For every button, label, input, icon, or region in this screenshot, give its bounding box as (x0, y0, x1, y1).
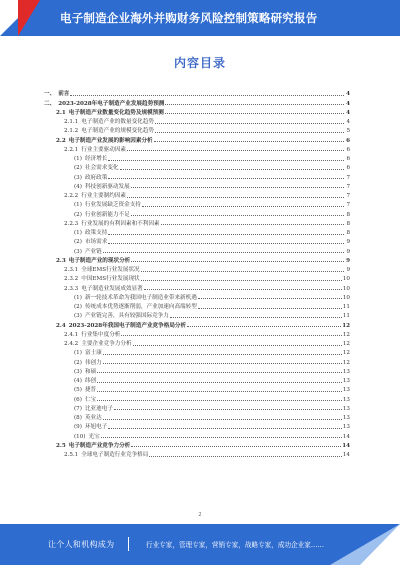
toc-entry-label: 电子制造产业数量变化趋势及规模预测 (68, 109, 164, 116)
toc-entry-page: 12 (342, 331, 350, 338)
toc-entry-page: 12 (342, 359, 350, 366)
toc-dot-leader (144, 289, 342, 290)
toc-entry-label: 主要企业竞争力分析 (81, 341, 132, 347)
toc-entry[interactable] (44, 190, 350, 199)
toc-entry[interactable] (44, 273, 350, 282)
toc-entry-number: 2.5 (56, 442, 66, 449)
toc-dot-leader (97, 391, 342, 392)
toc-dot-leader (108, 428, 342, 429)
toc-entry-number: (2) (74, 304, 82, 310)
toc-entry-label: 行业主要制约因素 (81, 193, 126, 199)
toc-entry[interactable] (44, 264, 350, 273)
toc-entry-number: 2.4.2 (64, 341, 79, 347)
toc-entry[interactable] (44, 144, 350, 153)
toc-dot-leader (103, 363, 342, 364)
toc-dot-leader (70, 95, 344, 96)
toc-entry[interactable] (44, 107, 350, 116)
toc-entry-page: 10 (342, 294, 350, 301)
toc-entry-page: 14 (342, 442, 350, 449)
toc-dot-leader (165, 113, 344, 114)
toc-entry-label: 社会需求变化 (84, 165, 119, 172)
toc-entry-page: 7 (346, 193, 350, 199)
report-title: 电子制造企业海外并购财务风险控制策略研究报告 (60, 11, 318, 25)
toc-entry-page: 5 (346, 128, 350, 135)
toc-dot-leader (97, 382, 342, 383)
toc-entry-page: 10 (342, 276, 350, 283)
toc-entry-label: 富士康 (84, 350, 102, 357)
toc-entry-page: 14 (342, 452, 350, 458)
toc-entry-label: 经济增长 (84, 156, 108, 162)
toc-entry-label: 全球EMS行业发展状况 (81, 267, 140, 273)
toc-entry-label: 环旭电子 (84, 424, 108, 431)
toc-entry[interactable] (44, 393, 350, 402)
toc-entry[interactable] (44, 245, 350, 254)
toc-entry-number: (10) (74, 433, 86, 440)
toc-entry-label: 2023-2028年电子制造产业发展趋势预测 (58, 100, 165, 107)
toc-entry-page: 12 (342, 341, 350, 347)
toc-entry-label: 2023-2028年我国电子制造产业竞争格局分析 (68, 322, 187, 329)
toc-dot-leader (149, 456, 342, 457)
toc-entry-number: (1) (74, 156, 82, 162)
toc-entry-page: 9 (346, 257, 350, 264)
toc-entry[interactable] (44, 319, 350, 328)
toc-dot-leader (108, 178, 344, 179)
toc-entry-label: 传统成本优势逐渐削弱，产业加速向高端转型 (84, 304, 197, 310)
toc-entry-page: 7 (346, 183, 350, 190)
toc-entry-label: 电子制造产业的数量变化趋势 (81, 119, 154, 125)
toc-entry[interactable] (44, 282, 350, 291)
toc-dot-leader (161, 224, 344, 225)
toc-entry-label: 政策支持 (84, 230, 108, 236)
toc-entry-label: 电子制造产业发展的影响因素分析 (68, 137, 153, 144)
toc-entry[interactable] (44, 97, 350, 106)
toc-entry-page: 12 (342, 350, 350, 357)
toc-entry-label: 光宝 (88, 433, 100, 440)
toc-entry[interactable] (44, 375, 350, 384)
toc-entry-number: (8) (74, 415, 82, 421)
toc-entry-number: (1) (74, 350, 82, 357)
toc-entry-page: 4 (346, 91, 350, 98)
toc-entry-number: (2) (74, 359, 82, 366)
toc-entry-number: (2) (74, 239, 82, 246)
toc-entry-number: 2.3.2 (64, 276, 79, 283)
toc-dot-leader (108, 160, 344, 161)
toc-entry-page: 12 (342, 322, 350, 329)
toc-entry-page: 8 (346, 220, 350, 227)
toc-entry[interactable] (44, 162, 350, 171)
toc-dot-leader (127, 197, 344, 198)
toc-dot-leader (121, 335, 341, 336)
toc-entry-label: 全球电子制造行业竞争格局 (81, 452, 149, 458)
toc-dot-leader (142, 206, 344, 207)
toc-dot-leader (198, 308, 342, 309)
toc-entry[interactable] (44, 384, 350, 393)
toc-dot-leader (165, 104, 344, 105)
toc-dot-leader (198, 298, 342, 299)
toc-entry-number: 2.2.1 (64, 146, 79, 153)
toc-entry-label: 行业发展缺乏资金支持 (84, 202, 141, 209)
toc-entry-page: 9 (346, 267, 350, 273)
footer-slogan: 让个人和机构成为 (48, 540, 115, 549)
toc-entry[interactable] (44, 440, 350, 449)
toc-dot-leader (154, 141, 344, 142)
toc-entry-label: 行业集中度分析 (81, 331, 121, 338)
toc-entry-label: 新一轮技术革命为我国电子制造业带来新机遇 (84, 294, 197, 301)
toc-entry-page: 14 (342, 433, 350, 440)
toc-entry-number: 2.3.1 (64, 267, 79, 273)
toc-entry-page: 11 (342, 304, 350, 310)
toc-entry-number: (3) (74, 174, 82, 181)
toc-entry-number: (1) (74, 202, 82, 209)
toc-entry-number: 2.2.3 (64, 220, 79, 227)
toc-entry[interactable] (44, 125, 350, 134)
toc-entry[interactable] (44, 338, 350, 347)
toc-entry-number: 2.5.1 (64, 452, 79, 458)
toc-entry-number: (1) (74, 230, 82, 236)
header-red-accent (18, 0, 40, 36)
toc-entry-number: (4) (74, 378, 82, 384)
toc-heading: 内容目录 (173, 56, 226, 70)
toc-entry-page: 8 (346, 230, 350, 236)
toc-entry[interactable] (44, 356, 350, 365)
toc-dot-leader (141, 280, 342, 281)
toc-entry-page: 6 (346, 165, 350, 172)
toc-entry[interactable] (44, 208, 350, 217)
toc-dot-leader (170, 317, 342, 318)
toc-entry-label: 产业链完善，具有较强国际竞争力 (84, 313, 169, 320)
toc-entry[interactable] (44, 218, 350, 227)
toc-entry-number: (3) (74, 313, 82, 320)
toc-entry-page: 13 (342, 378, 350, 384)
toc-entry-number: 2.3.3 (64, 285, 79, 292)
toc-entry-label: 电子制造产业的现状分析 (68, 257, 131, 264)
toc-entry[interactable] (44, 171, 350, 180)
toc-dot-leader (133, 345, 342, 346)
toc-entry-page: 4 (346, 100, 350, 107)
toc-entry-label: 英业达 (84, 415, 102, 421)
toc-entry-number: (1) (74, 294, 82, 301)
toc-entry-label: 政府政策 (84, 174, 108, 181)
toc-dot-leader (155, 123, 344, 124)
toc-entry[interactable] (44, 347, 350, 356)
toc-entry[interactable] (44, 181, 350, 190)
toc-entry-page: 10 (342, 285, 350, 292)
toc-entry[interactable] (44, 301, 350, 310)
footer-tagline: 行业专家，管理专家，营销专家，战略专家，成功企业家…… (146, 541, 325, 549)
toc-entry-number: 2.2 (56, 137, 66, 144)
toc-dot-leader (131, 187, 344, 188)
toc-entry-number: (9) (74, 424, 82, 431)
page-header (0, 0, 400, 36)
toc-entry-label: 科技创新驱动发展 (84, 183, 130, 190)
toc-entry-label: 电子制造产业的规模变化趋势 (81, 128, 154, 135)
toc-dot-leader (101, 437, 342, 438)
toc-dot-leader (108, 243, 344, 244)
toc-entry-page: 13 (342, 424, 350, 431)
toc-entry[interactable] (44, 421, 350, 430)
toc-entry-page: 11 (342, 313, 350, 320)
toc-entry[interactable] (44, 412, 350, 421)
toc-dot-leader (131, 446, 341, 447)
toc-entry-label: 行业创新能力不足 (84, 211, 130, 218)
toc-entry-number: (2) (74, 165, 82, 172)
toc-entry-number: (7) (74, 405, 82, 412)
toc-dot-leader (120, 169, 344, 170)
toc-entry-label: 电子制造业发展成效显著 (81, 285, 143, 292)
toc-entry-label: 比亚迪电子 (84, 405, 113, 412)
toc-entry[interactable] (44, 116, 350, 125)
page-footer (0, 524, 400, 565)
toc-entry-label: 前言 (58, 91, 70, 98)
toc-dot-leader (103, 419, 342, 420)
toc-dot-leader (103, 252, 344, 253)
toc-entry-page: 9 (346, 248, 350, 255)
toc-entry-page: 7 (346, 174, 350, 181)
toc-entry[interactable] (44, 227, 350, 236)
toc-entry-label: 产业链 (84, 248, 102, 255)
toc-entry-number: 2.4.1 (64, 331, 79, 338)
toc-entry-number: 2.4 (56, 322, 66, 329)
toc-entry-page: 13 (342, 368, 350, 375)
toc-entry-page: 9 (346, 239, 350, 246)
toc-entry-label: 中国EMS行业发展现状 (81, 276, 140, 283)
toc-entry[interactable] (44, 329, 350, 338)
toc-entry[interactable] (44, 366, 350, 375)
toc-entry[interactable] (44, 310, 350, 319)
toc-entry-number: 2.1.1 (64, 119, 79, 125)
toc-dot-leader (131, 261, 344, 262)
toc-entry-number: (3) (74, 248, 82, 255)
toc-entry-number: 2.1.2 (64, 128, 79, 135)
toc-dot-leader (131, 215, 344, 216)
toc-entry-label: 市场需求 (84, 239, 108, 246)
toc-entry[interactable] (44, 88, 350, 97)
toc-entry[interactable] (44, 153, 350, 162)
toc-entry[interactable] (44, 236, 350, 245)
toc-entry-page: 13 (342, 405, 350, 412)
toc-dot-leader (187, 326, 341, 327)
toc-entry-page: 13 (342, 415, 350, 421)
toc-dot-leader (97, 372, 342, 373)
toc-dot-leader (114, 409, 342, 410)
toc-entry-number: 2.3 (56, 257, 66, 264)
toc-entry-page: 4 (346, 109, 350, 116)
toc-entry[interactable] (44, 255, 350, 264)
toc-entry[interactable] (44, 430, 350, 439)
toc-entry-label: 行业发展的有利因素和不利因素 (81, 220, 160, 227)
toc-dot-leader (108, 234, 344, 235)
toc-entry-label: 仁宝 (84, 396, 97, 403)
footer-white-accent (360, 524, 400, 565)
toc-dot-leader (127, 150, 344, 151)
toc-entry[interactable] (44, 403, 350, 412)
toc-entry-page: 4 (346, 119, 350, 125)
toc-entry-label: 行业主要驱动因素 (81, 146, 126, 153)
toc-entry-page: 7 (346, 202, 350, 209)
footer-divider (128, 537, 129, 551)
toc-entry-label: 电子制造产业竞争力分析 (68, 442, 131, 449)
toc-entry-page: 6 (346, 156, 350, 162)
toc-entry-number: 二、 (44, 100, 56, 107)
toc-entry[interactable] (44, 199, 350, 208)
toc-entry-label: 纬创 (84, 378, 97, 384)
page-number: 2 (198, 512, 202, 518)
toc-entry[interactable] (44, 292, 350, 301)
toc-entry-number: 一、 (44, 91, 56, 98)
toc-dot-leader (155, 132, 344, 133)
toc-entry-page: 13 (342, 387, 350, 394)
toc-entry-number: (3) (74, 368, 82, 375)
toc-entry-page: 13 (342, 396, 350, 403)
toc-entry[interactable] (44, 449, 350, 458)
toc-entry-label: 和硕 (84, 368, 97, 375)
toc-entry-page: 8 (346, 211, 350, 218)
toc-entry-number: (5) (74, 387, 82, 394)
toc-dot-leader (97, 400, 342, 401)
toc-entry-label: 捷普 (84, 387, 97, 394)
toc-entry-number: (6) (74, 396, 82, 403)
toc-entry-number: 2.2.2 (64, 193, 79, 199)
toc-entry-number: (4) (74, 183, 82, 190)
toc-entry-number: (2) (74, 211, 82, 218)
toc-entry[interactable] (44, 134, 350, 143)
toc-dot-leader (141, 271, 344, 272)
toc-entry-label: 伟创力 (84, 359, 102, 366)
table-of-contents (44, 88, 350, 458)
toc-entry-page: 6 (346, 137, 350, 144)
toc-entry-number: 2.1 (56, 109, 66, 116)
toc-entry-page: 6 (346, 146, 350, 153)
toc-dot-leader (103, 354, 342, 355)
